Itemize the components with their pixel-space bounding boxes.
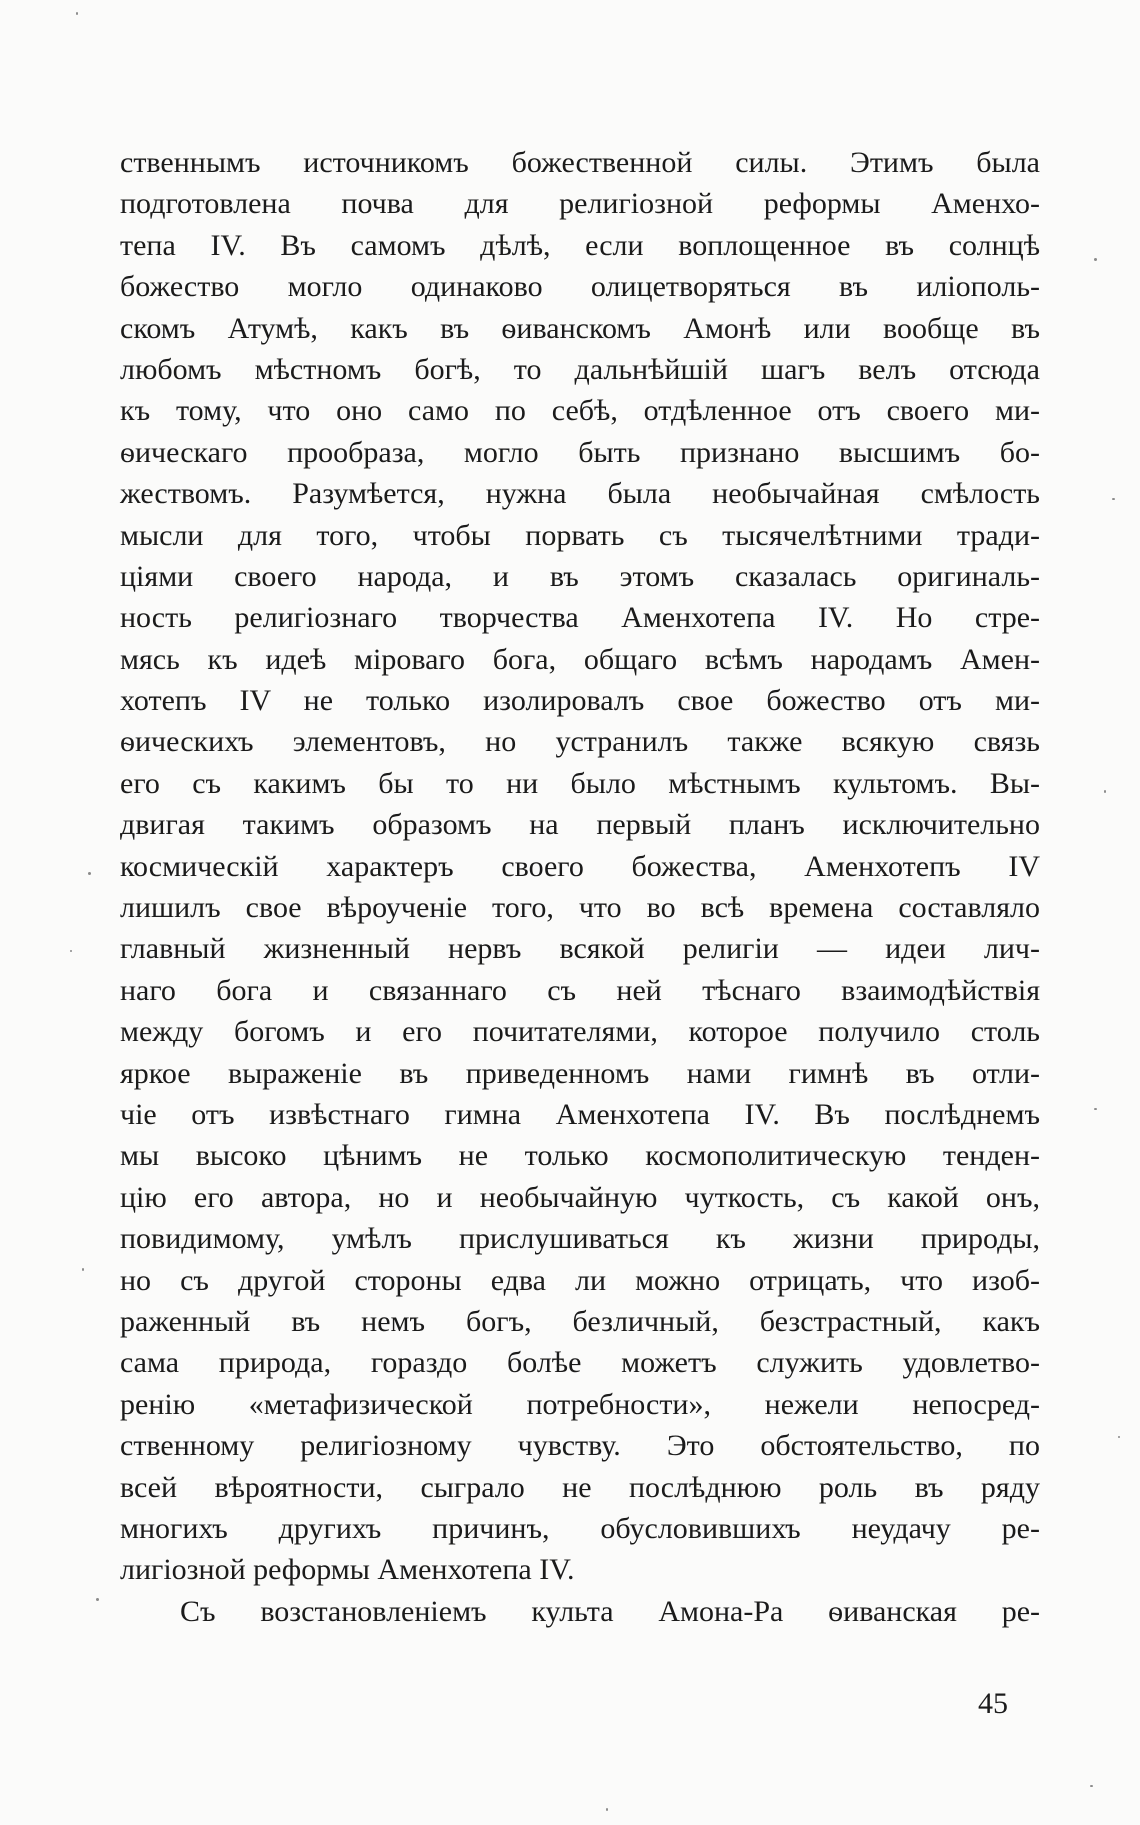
text-line: тепа IV. Въ самомъ дѣлѣ, если воплощенное въ солнцѣ (120, 228, 1040, 262)
text-line: хотепъ IV не только изолировалъ свое божество отъ ми- (120, 684, 1040, 718)
scan-speck (96, 1598, 99, 1601)
scan-speck (70, 950, 72, 952)
scan-speck (88, 872, 91, 875)
text-line: жествомъ. Разумѣется, нужна была необычайная смѣлость (120, 477, 1040, 511)
text-line: ѳическаго прообраза, могло быть признано высшимъ бо- (120, 435, 1040, 469)
text-line: всей вѣроятности, сыграло не послѣднюю роль въ ряду (120, 1470, 1040, 1504)
text-line: скомъ Атумѣ, какъ въ ѳиванскомъ Амонѣ или вообще въ (120, 311, 1040, 345)
scan-speck (606, 1808, 608, 1811)
paragraph (120, 1591, 1040, 1632)
text-line: къ тому, что оно само по себѣ, отдѣленное отъ своего ми- (120, 394, 1040, 428)
text-line: главный жизненный нервъ всякой религіи — идеи лич- (120, 932, 1040, 966)
text-line: ціями своего народа, и въ этомъ сказалась оригиналь- (120, 559, 1040, 593)
text-line: божество могло одинаково олицетворяться въ иліополь- (120, 270, 1040, 304)
text-line: цію его автора, но и необычайную чуткость, съ какой онъ, (120, 1180, 1040, 1214)
text-line: его съ какимъ бы то ни было мѣстнымъ культомъ. Вы- (120, 766, 1040, 800)
text-line: мясь къ идеѣ міроваго бога, общаго всѣмъ народамъ Амен- (120, 642, 1040, 676)
text-line: многихъ другихъ причинъ, обусловившихъ неудачу ре- (120, 1511, 1040, 1545)
text-line: ственнымъ источникомъ божественной силы. Этимъ была (120, 146, 1040, 179)
text-line: повидимому, умѣлъ прислушиваться къ жизни природы, (120, 1222, 1040, 1256)
scan-speck (82, 1268, 84, 1271)
text-line: лишилъ свое вѣроученіе того, что во всѣ времена составляло (120, 891, 1040, 925)
page-number: 45 (978, 1687, 1008, 1720)
text-line: раженный въ немъ богъ, безличный, безстрастный, какъ (120, 1304, 1040, 1338)
text-line: ность религіознаго творчества Аменхотепа IV. Но стре- (120, 601, 1040, 635)
scan-speck (76, 12, 78, 15)
scan-speck (1094, 258, 1097, 261)
scan-speck (1112, 498, 1115, 500)
text-line: наго бога и связаннаго съ ней тѣснаго взаимодѣйствія (120, 973, 1040, 1007)
text-line: лигіозной реформы Аменхотепа IV. (120, 1553, 575, 1587)
text-line: сама природа, гораздо болѣе можетъ служить удовлетво- (120, 1346, 1040, 1380)
text-line: подготовлена почва для религіозной реформы Аменхо- (120, 187, 1040, 221)
scan-speck (1118, 1436, 1120, 1438)
text-line: двигая такимъ образомъ на первый планъ исключительно (120, 808, 1040, 842)
text-line: ственному религіозному чувству. Это обстоятельство, по (120, 1429, 1040, 1463)
text-line: мы высоко цѣнимъ не только космополитическую тенден- (120, 1139, 1040, 1173)
scan-speck (1090, 1785, 1093, 1787)
text-line: ренію «метафизической потребности», нежели непосред- (120, 1387, 1040, 1421)
text-line: космическій характеръ своего божества, Аменхотепъ IV (120, 849, 1040, 883)
paragraph (120, 142, 1040, 1591)
text-line: между богомъ и его почитателями, которое получило столь (120, 1015, 1040, 1049)
text-line: мысли для того, чтобы порвать съ тысячелѣтними тради- (120, 518, 1040, 552)
text-line: чіе отъ извѣстнаго гимна Аменхотепа IV. Въ послѣднемъ (120, 1097, 1040, 1131)
text-line: яркое выраженіе въ приведенномъ нами гимнѣ въ отли- (120, 1056, 1040, 1090)
text-line: Съ возстановленіемъ культа Амона-Ра ѳиванская ре- (180, 1594, 1040, 1628)
text-line: но съ другой стороны едва ли можно отрицать, что изоб- (120, 1263, 1040, 1297)
text-line: любомъ мѣстномъ богѣ, то дальнѣйшій шагъ велъ отсюда (120, 352, 1040, 386)
scan-speck (1094, 1108, 1097, 1110)
text-line: ѳическихъ элементовъ, но устранилъ также всякую связь (120, 725, 1040, 759)
body-text (120, 142, 1040, 1632)
scan-speck (1104, 790, 1106, 793)
